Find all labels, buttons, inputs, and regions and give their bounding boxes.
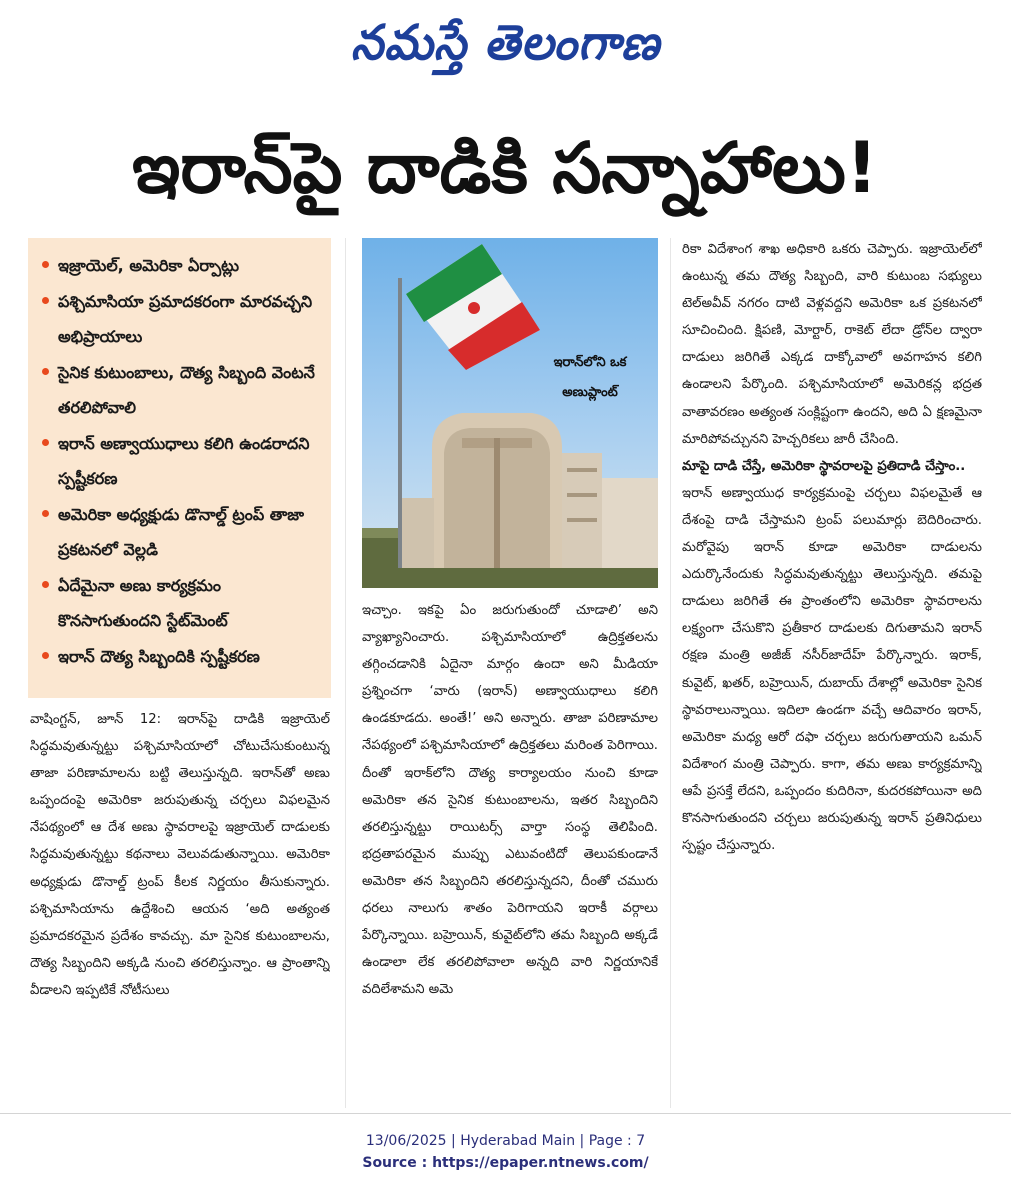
bullet-icon (42, 261, 49, 268)
highlight-item: అమెరికా అధ్యక్షుడు డొనాల్డ్ ట్రంప్ తాజా ప్రకటనలో వెల్లడి (40, 497, 321, 568)
highlight-item: పశ్చిమాసియా ప్రమాదకరంగా మారవచ్చని అభిప్రాయాలు (40, 284, 321, 355)
bullet-icon (42, 581, 49, 588)
nuclear-plant-photo (362, 238, 658, 588)
bullet-icon (42, 368, 49, 375)
article-column-2 (362, 597, 658, 1112)
source-link[interactable]: Source : https://epaper.ntnews.com/ (362, 1155, 649, 1171)
newspaper-title: నమస్తే తెలంగాణ (350, 13, 661, 71)
masthead (0, 6, 1011, 78)
highlight-item: ఇజ్రాయెల్, అమెరికా ఏర్పాట్లు (40, 248, 321, 284)
footer-divider (0, 1113, 1011, 1114)
headline: ఇరాన్‌పై దాడికి సన్నాహాలు! (132, 127, 878, 209)
edition-info: 13/06/2025 | Hyderabad Main | Page : 7 (365, 1133, 646, 1149)
highlight-item: సైనిక కుటుంబాలు, దౌత్య సిబ్బంది వెంటనే తరలిపోవాలి (40, 355, 321, 426)
highlights-list (40, 248, 321, 674)
article-paragraph: రికా విదేశాంగ శాఖ అధికారి ఒకరు చెప్పారు. ఇజ్రాయెల్‌లో ఉంటున్న తమ దౌత్య సిబ్బంది, వారి కుటుంబ సభ్యులు టెల్‌అవీవ్ నగరం దాటి వెళ్లవద్దని అమెరికా ఒక ప్రకటనలో సూచించింది. క్షిపణి, మోర్టార్, రాకెట్ లేదా డ్రోన్‌ల ద్వారా దాడులు జరిగితే ఎక్కడ దాక్కోవాలో అవగాహన కలిగి ఉండాలని పేర్కొంది. పశ్చిమాసియాలో అమెరికన్ల భద్రత వాతావరణం అత్యంత సంక్లిష్టంగా ఉందని, అది ఏ క్షణమైనా మారిపోవచ్చునని హెచ్చరికలు జారీ చేసింది. (682, 242, 982, 447)
highlight-item: ఏదేమైనా అణు కార్యక్రమం కొనసాగుతుందని స్టేట్‌మెంట్ (40, 568, 321, 639)
highlight-item: ఇరాన్ అణ్వాయుధాలు కలిగి ఉండరాదని స్పష్టీకరణ (40, 426, 321, 497)
bullet-icon (42, 652, 49, 659)
bullet-icon (42, 510, 49, 517)
highlights-box (28, 238, 331, 698)
bullet-icon (42, 439, 49, 446)
photo-illustration (362, 238, 658, 588)
photo-caption: ఇరాన్‌లోని ఒక అణుప్లాంట్ (553, 355, 627, 400)
highlight-item: ఇరాన్ దౌత్య సిబ్బందికి స్పష్టీకరణ (40, 639, 321, 675)
article-column-1 (30, 706, 330, 1111)
article-paragraph: ఇచ్చాం. ఇకపై ఏం జరుగుతుందో చూడాలి’ అని వ్యాఖ్యానించారు. పశ్చిమాసియాలో ఉద్రిక్తతలను తగ్గించడానికి ఏదైనా మార్గం ఉందా అని మీడియా ప్రశ్నించగా ‘వారు (ఇరాన్) అణ్వాయుధాలు కలిగి ఉండకూడదు. అంతే!’ అని అన్నారు. తాజా పరిణామాల నేపథ్యంలో పశ్చిమాసియాలో ఉద్రిక్తతలు మరింత పెరిగాయి. దీంతో ఇరాక్‌లోని దౌత్య కార్యాలయం నుంచి కూడా అమెరికా తన సైనిక కుటుంబాలను, ఇతర సిబ్బందిని తరలిస్తున్నట్టు రాయిటర్స్ వార్తా సంస్థ తెలిపింది. భద్రతాపరమైన ముప్పు ఎటువంటిదో తెలుపకుండానే అమెరికా తన సిబ్బందిని తరలిస్తున్నదని, దీంతో చమురు ధరలు నాలుగు శాతం పెరిగాయని ఇరాకీ వర్గాలు పేర్కొన్నాయి. బహ్రెయిన్, కువైట్‌లోని తమ సిబ్బంది అక్కడే ఉండాలా లేక తరలిపోవాలా అన్నది వారి నిర్ణయానికే వదిలేశామని అమె (362, 603, 658, 998)
article-subheading: మాపై దాడి చేస్తే, అమెరికా స్థావరాలపై ప్రతిదాడి చేస్తాం.. (682, 458, 966, 474)
page-footer (0, 1130, 1011, 1174)
article-column-3 (682, 236, 982, 1112)
column-divider (670, 238, 671, 1108)
column-divider (345, 238, 346, 1108)
bullet-icon (42, 297, 49, 304)
article-paragraph: ఇరాన్ అణ్వాయుధ కార్యక్రమంపై చర్చలు విఫలమైతే ఆ దేశంపై దాడి చేస్తామని ట్రంప్ పలుమార్లు బెదిరించారు. మరోవైపు ఇరాన్ కూడా అమెరికా దాడులను ఎదుర్కొనేందుకు సిద్ధమవుతున్నట్టు తెలుస్తున్నది. తమపై దాడులు జరిగితే ఈ ప్రాంతంలోని అమెరికా స్థావరాలను లక్ష్యంగా చేసుకొని ప్రతీకార దాడులకు దిగుతామని ఇరాన్ రక్షణ మంత్రి అజీజ్ నసీర్‌జాదేహ్ పేర్కొన్నారు. ఇరాక్, కువైట్, ఖతర్, బహ్రెయిన్, దుబాయ్ దేశాల్లో అమెరికా సైనిక స్థావరాలున్నాయి. ఇదిలా ఉండగా వచ్చే ఆదివారం ఇరాన్, అమెరికా మధ్య ఆరో దఫా చర్చలు జరుగుతాయని ఒమన్ విదేశాంగ మంత్రి చెప్పారు. కాగా, తమ అణు కార్యక్రమాన్ని ఆపే ప్రసక్తే లేదని, ఒప్పందం కుదిరినా, కుదరకపోయినా అది కొనసాగుతుందని చర్చలు జరుపుతున్న ఇరాన్ ప్రతినిధులు స్పష్టం చేస్తున్నారు. (682, 485, 982, 854)
article-paragraph: వాషింగ్టన్, జూన్ 12: ఇరాన్‌పై దాడికి ఇజ్రాయెల్ సిద్ధమవుతున్నట్టు పశ్చిమాసియాలో చోటుచేసుకుంటున్న తాజా పరిణామాలను బట్టి తెలుస్తున్నది. ఇరాన్‌తో అణు ఒప్పందంపై అమెరికా జరుపుతున్న చర్చలు విఫలమైన నేపథ్యంలో ఆ దేశ అణు స్థావరాలపై ఇజ్రాయెల్ దాడులకు సిద్ధమవుతున్నట్టు కథనాలు వెలువడుతున్నాయి. అమెరికా అధ్యక్షుడు డొనాల్డ్ ట్రంప్ కీలక నిర్ణయం తీసుకున్నారు. పశ్చిమాసియాను ఉద్దేశించి ఆయన ‘అది అత్యంత ప్రమాదకరమైన ప్రదేశం కావచ్చు. మా సైనిక కుటుంబాలను, దౌత్య సిబ్బందిని అక్కడి నుంచి తరలిస్తున్నాం. ఆ ప్రాంతాన్ని వీడాలని ఇప్పటికే నోటీసులు (30, 712, 330, 998)
